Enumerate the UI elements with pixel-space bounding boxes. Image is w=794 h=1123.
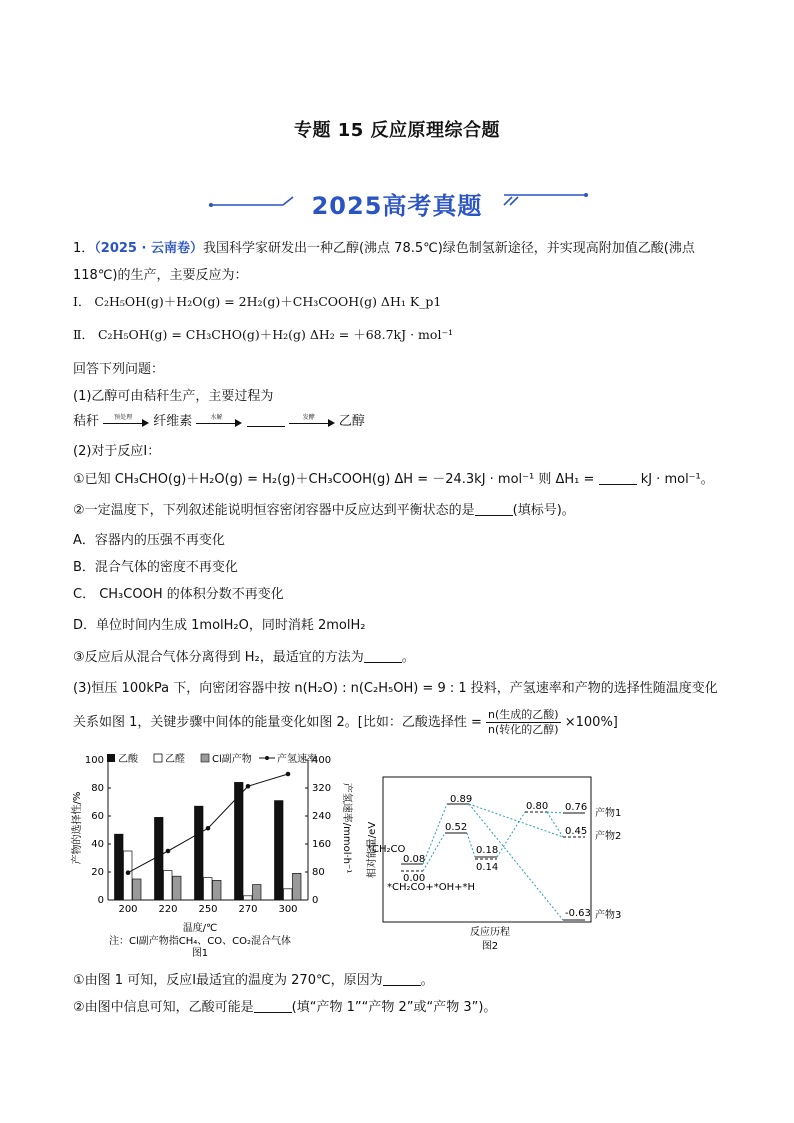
answer-intro: 回答下列问题：: [73, 362, 165, 377]
h2rate-point: [166, 849, 171, 854]
fig1-right-tick-label: 320: [312, 783, 332, 794]
fig1-right-tick-label: 80: [312, 867, 325, 878]
fig1-left-tick-label: 80: [91, 783, 104, 794]
part3-q2: [73, 996, 496, 1015]
legend-dot-h2rate: [265, 756, 269, 760]
fig1-x-tick-label: 220: [158, 904, 178, 915]
answer-blank[interactable]: [254, 1000, 292, 1013]
bar-acetaldehyde: [204, 878, 213, 900]
selectivity-fraction: [486, 708, 561, 737]
flow-arrow-label: 水解: [210, 413, 223, 421]
legend-h2rate: 产氢速率: [277, 754, 317, 765]
part3-line2-tail: ×100%]: [564, 715, 618, 730]
q1-line2: 118℃)的生产，主要反应为：: [73, 268, 248, 283]
label-0-89: 0.89: [450, 794, 473, 805]
label-0-00: 0.00: [403, 873, 426, 884]
label-product-2: 产物2: [595, 831, 622, 842]
bar-acetaldehyde: [164, 871, 173, 900]
part3-q1: [73, 969, 434, 988]
bar-byproduct: [213, 880, 222, 900]
flow-arrow-label: 预处理: [114, 413, 133, 421]
fig1-legend: [107, 752, 317, 765]
fig1-left-axis-label: 产物的选择性/%: [72, 791, 83, 865]
fig1-left-tick-label: 20: [91, 867, 104, 878]
label-0-14: 0.14: [476, 862, 499, 873]
bar-byproduct: [253, 885, 262, 900]
q1-line1: [73, 237, 695, 256]
part3-line1: (3)恒压 100kPa 下，向密闭容器中按 n(H₂O) : n(C₂H₅OH) = 9 : 1 投料，产氢速率和产物的选择性随温度变化: [73, 681, 718, 696]
fig1-right-tick-label: 0: [312, 895, 319, 906]
fig2-x-axis-label: 反应历程: [470, 927, 510, 938]
fig1-caption: 图1: [191, 948, 209, 958]
part2-q1-unit: kJ · mol⁻¹。: [640, 472, 714, 487]
fig1-right-tick-label: 240: [312, 811, 332, 822]
part2-q1-text: ①已知 CH₃CHO(g)＋H₂O(g) = H₂(g)＋CH₃COOH(g) ΔH = －24.3kJ · mol⁻¹ 则 ΔH₁ =: [73, 472, 595, 487]
part2-q2-tail: (填标号)。: [512, 503, 575, 518]
fig1-right-axis-label: 产氢速率/mmol·h⁻¹: [341, 782, 352, 874]
bar-acetic: [275, 801, 284, 900]
part3-q1-tail: 。: [420, 973, 434, 988]
figure-1-chart: [70, 748, 360, 958]
label-neg-0-63: -0.63: [565, 908, 591, 919]
part1-flow: [73, 410, 365, 429]
part2-q2: [73, 499, 575, 518]
bar-acetic: [155, 817, 164, 900]
fig1-left-tick-label: 60: [91, 811, 104, 822]
part3-q2-tail: (填“产物 1”“产物 2”或“产物 3”)。: [291, 1000, 497, 1015]
question-source: （2025 · 云南卷）: [94, 241, 203, 256]
label-product-3: 产物3: [595, 910, 622, 921]
page-title: 专题 15 反应原理综合题: [293, 120, 501, 141]
banner-right-deco: [498, 183, 590, 209]
part1-head: (1)乙醇可由秸秆生产，主要过程为: [73, 389, 274, 404]
answer-blank[interactable]: [364, 650, 402, 663]
part2-q1: [73, 468, 714, 487]
legend-acetaldehyde: 乙醛: [165, 754, 185, 765]
legend-acetic: 乙酸: [118, 754, 138, 765]
part3-q2-text: ②由图中信息可知，乙酸可能是: [73, 1000, 254, 1015]
option-c: C． CH₃COOH 的体积分数不再变化: [73, 587, 284, 602]
bar-acetic: [235, 782, 244, 900]
part2-head: (2)对于反应Ⅰ：: [73, 444, 161, 459]
flow-arrow-label: 发酵: [302, 413, 315, 421]
question-number: 1．: [73, 241, 95, 256]
legend-byproduct: Cl副产物: [212, 754, 252, 765]
bar-byproduct: [133, 879, 142, 900]
h2rate-point: [126, 870, 131, 875]
fraction-numerator: n(生成的乙酸): [488, 708, 559, 721]
bar-byproduct: [173, 876, 182, 900]
fig1-x-axis-label: 温度/℃: [182, 923, 218, 934]
bar-acetic: [115, 834, 124, 900]
fraction-denominator: n(转化的乙醇): [488, 723, 559, 736]
fig1-right-tick-label: 160: [312, 839, 332, 850]
label-0-08: 0.08: [403, 854, 426, 865]
part3-line2-text: 关系如图 1，关键步骤中间体的能量变化如图 2。[比如：乙酸选择性 =: [73, 715, 482, 730]
fig1-note: 注：Cl副产物指CH₄、CO、CO₂混合气体: [109, 936, 291, 947]
flow-step-cellulose: 纤维素: [153, 414, 193, 429]
fig2-y-axis-label: 相对能量/eV: [367, 821, 378, 879]
label-0-45: 0.45: [565, 826, 588, 837]
fig1-left-tick-label: 0: [97, 895, 104, 906]
option-d: D．单位时间内生成 1molH₂O，同时消耗 2molH₂: [73, 618, 366, 633]
bar-acetaldehyde: [124, 851, 133, 900]
bar-byproduct: [293, 873, 302, 900]
part2-q2-text: ②一定温度下，下列叙述能说明恒容密闭容器中反应达到平衡状态的是: [73, 503, 475, 518]
h2rate-line: [128, 774, 288, 873]
part2-q3-text: ③反应后从混合气体分离得到 H₂，最适宜的方法为: [73, 650, 364, 665]
option-b: B．混合气体的密度不再变化: [73, 560, 238, 575]
fig1-left-tick-label: 100: [84, 755, 104, 766]
flow-step-straw: 秸秆: [73, 414, 100, 429]
h2rate-point: [286, 772, 291, 777]
h2rate-point: [246, 784, 251, 789]
bar-acetaldehyde: [244, 896, 253, 900]
answer-blank[interactable]: [599, 472, 637, 485]
part2-q3-tail: 。: [401, 650, 415, 665]
flow-step-ethanol: 乙醇: [338, 414, 365, 429]
option-a: A．容器内的压强不再变化: [73, 533, 225, 548]
part3-q1-text: ①由图 1 可知，反应Ⅰ最适宜的温度为 270℃，原因为: [73, 973, 383, 988]
fig1-x-tick-label: 300: [278, 904, 298, 915]
bar-acetic: [195, 806, 204, 900]
flow-arrow-2: [196, 413, 242, 428]
label-product-1: 产物1: [595, 808, 622, 819]
answer-blank[interactable]: [247, 414, 285, 427]
fig1-left-tick-label: 40: [91, 839, 104, 850]
label-0-52: 0.52: [445, 822, 468, 833]
h2rate-point: [206, 826, 211, 831]
label-0-18: 0.18: [476, 845, 499, 856]
flow-arrow-3: [289, 413, 335, 428]
fig1-x-tick-label: 250: [198, 904, 218, 915]
fig1-x-tick-label: 270: [238, 904, 258, 915]
flow-arrow-1: [103, 413, 149, 428]
part2-q3: [73, 646, 415, 665]
figure-2-energy-profile: [365, 775, 635, 955]
bar-acetaldehyde: [284, 889, 293, 900]
answer-blank[interactable]: [383, 973, 421, 986]
label-ch2co: *CH₂CO: [367, 844, 406, 855]
equation-2: Ⅱ． C₂H₅OH(g) = CH₃CHO(g)＋H₂(g) ΔH₂ = ＋68.7kJ · mol⁻¹: [73, 327, 454, 342]
fig2-caption: 图2: [481, 941, 499, 952]
label-0-76: 0.76: [565, 802, 588, 813]
equation-1: Ⅰ． C₂H₅OH(g)＋H₂O(g) = 2H₂(g)＋CH₃COOH(g) ΔH₁ K_p1: [73, 294, 442, 309]
legend-swatch-acetaldehyde: [154, 754, 162, 762]
answer-blank[interactable]: [475, 503, 513, 516]
label-start-state: *CH₂CO+*OH+*H: [387, 882, 476, 893]
part3-line2: [73, 708, 618, 737]
label-0-80: 0.80: [526, 801, 549, 812]
fig1-x-tick-label: 200: [118, 904, 138, 915]
section-banner: 2025高考真题: [311, 192, 483, 220]
fig1-right-tick-label: 400: [312, 755, 332, 766]
legend-swatch-byproduct: [201, 754, 209, 762]
question-intro: 我国科学家研发出一种乙醇(沸点 78.5℃)绿色制氢新途径，并实现高附加值乙酸(沸点: [202, 241, 695, 256]
